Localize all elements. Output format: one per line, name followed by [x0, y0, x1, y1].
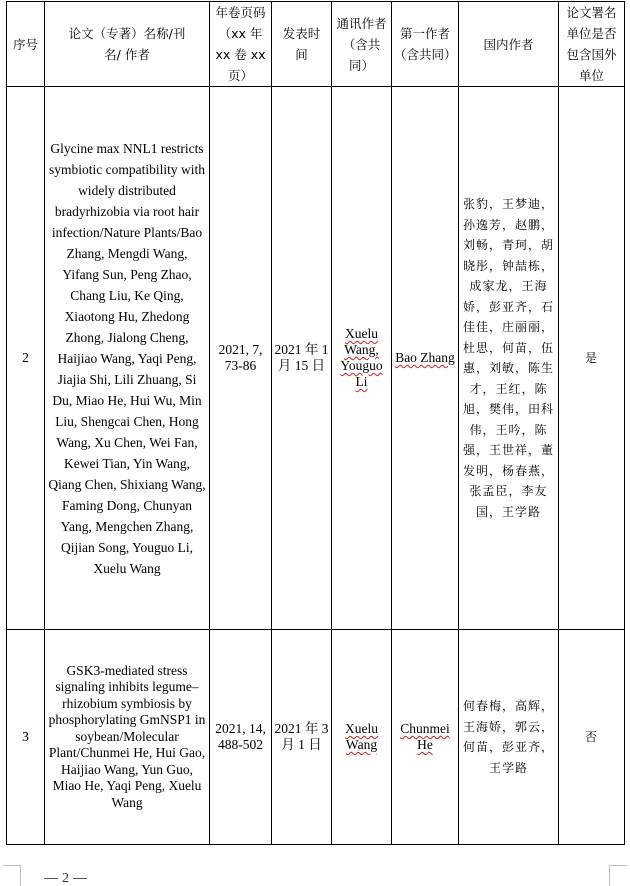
foreign-unit-flag: 是 — [559, 87, 625, 630]
header-corresponding-author: 通讯作者（含共同） — [332, 2, 392, 87]
page-number-value: 2 — [62, 871, 69, 886]
header-pub-date: 发表时间 — [272, 2, 332, 87]
volume-pages: 2021, 14, 488-502 — [210, 630, 272, 845]
header-row — [7, 2, 625, 87]
domestic-authors: 何春梅，高辉，王海娇，郭云，何苗，彭亚齐，王学路 — [459, 630, 559, 845]
page-corner-mark-right — [609, 865, 627, 886]
pub-date: 2021 年 3 月 1 日 — [272, 630, 332, 845]
row-index: 3 — [7, 630, 45, 845]
pub-date: 2021 年 1 月 15 日 — [272, 87, 332, 630]
page-corner-mark-left — [3, 865, 21, 886]
volume-pages: 2021, 7, 73-86 — [210, 87, 272, 630]
header-first-author: 第一作者（含共同） — [392, 2, 459, 87]
header-title: 论文（专著）名称/刊名/ 作者 — [45, 2, 210, 87]
table-row — [7, 87, 625, 630]
page-number — [40, 872, 91, 886]
table-row — [7, 630, 625, 845]
paper-title-authors: GSK3-mediated stress signaling inhibits legume–rhizobium symbiosis by phosphorylating GmNSP1 in soybean/Molecular Plant/Chunmei He, Hui Gao, Haijiao Wang, Yun Guo, Miao He, Yaqi Peng, Xuelu Wang — [45, 630, 210, 845]
corresponding-authors: Xuelu Wang — [332, 630, 392, 845]
header-domestic-authors: 国内作者 — [459, 2, 559, 87]
header-foreign-unit: 论文署名单位是否包含国外单位 — [559, 2, 625, 87]
header-volume-pages: 年卷页码（xx 年 xx 卷 xx 页） — [210, 2, 272, 87]
corresponding-authors: Xuelu Wang, Youguo Li — [332, 87, 392, 630]
paper-title-authors: Glycine max NNL1 restricts symbiotic compatibility with widely distributed bradyrhizobia via root hair infection/Nature Plants/Bao Zhang, Mengdi Wang, Yifang Sun, Peng Zhao, Chang Liu, Ke Qing, Xiaotong Hu, Zhedong Zhong, Jialong Cheng, Haijiao Wang, Yaqi Peng, Jiajia Shi, Lili Zhuang, Si Du, Miao He, Hui Wu, Min Liu, Shengcai Chen, Hong Wang, Xu Chen, Wei Fan, Kewei Tian, Yin Wang, Qiang Chen, Shixiang Wang, Faming Dong, Chunyan Yang, Mengchen Zhang, Qijian Song, Youguo Li, Xuelu Wang — [45, 87, 210, 630]
row-index: 2 — [7, 87, 45, 630]
foreign-unit-flag: 否 — [559, 630, 625, 845]
page-number-dash-left — [44, 878, 58, 879]
page-number-dash-right — [73, 878, 87, 879]
first-author: Bao Zhang — [392, 87, 459, 630]
paper-list-table — [6, 1, 625, 845]
header-index: 序号 — [7, 2, 45, 87]
domestic-authors: 张豹，王梦迪，孙逸芳，赵鹏，刘畅，青珂，胡晓彤，钟喆栋，成家龙，王海娇，彭亚齐，石佳佳，庄丽丽，杜思，何苗，伍惠，刘敏，陈生才，王红，陈旭，樊伟，田科伟，王吟，陈强，王世祥，董发明，杨春燕，张孟臣，李友国，王学路 — [459, 87, 559, 630]
first-author: Chunmei He — [392, 630, 459, 845]
